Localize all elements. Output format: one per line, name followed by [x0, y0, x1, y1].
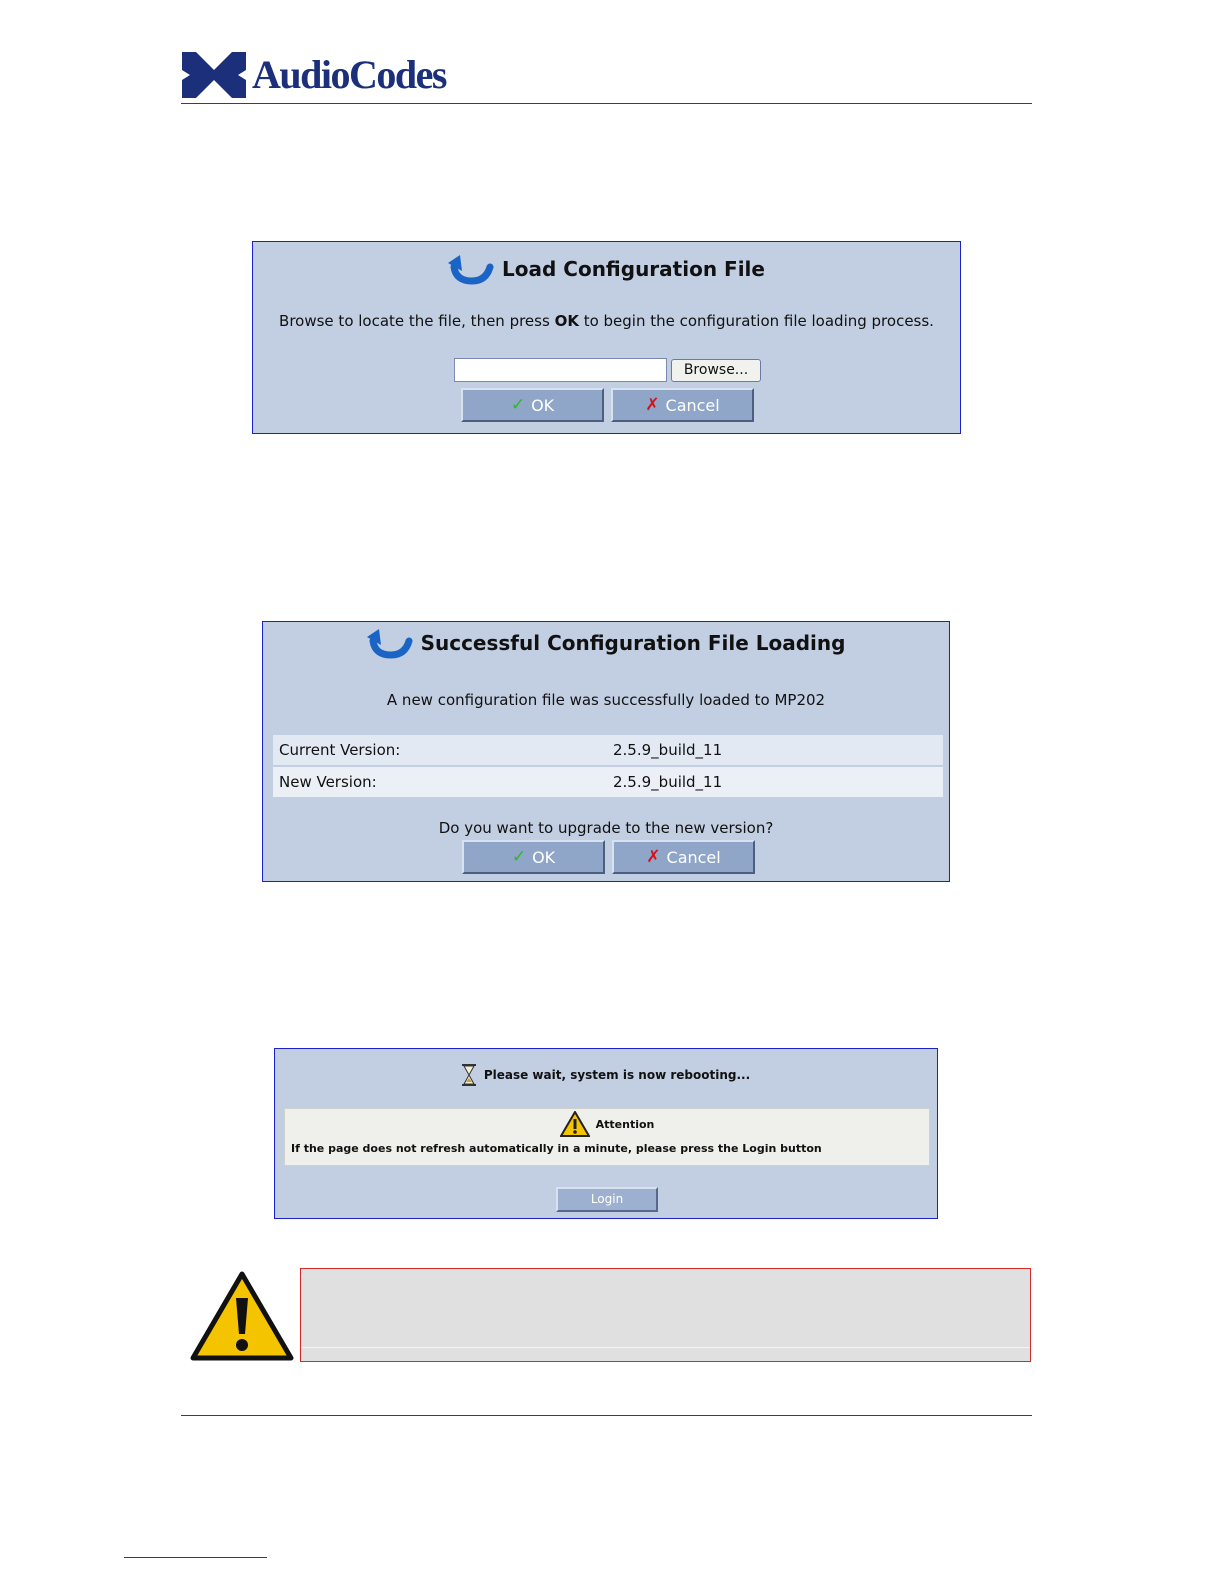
ok-button[interactable]: ✓ OK [461, 388, 604, 422]
success-message: A new configuration file was successfully loaded to MP202 [386, 691, 826, 709]
footer-rule [181, 1415, 1032, 1416]
note-box [300, 1268, 1031, 1362]
x-mark-icon: ✗ [646, 847, 661, 867]
cancel-button[interactable]: ✗ Cancel [612, 840, 755, 874]
version-table [273, 735, 943, 799]
row-label: New Version: [279, 773, 377, 791]
ok-button[interactable]: ✓ OK [462, 840, 605, 874]
dialog-title: Successful Configuration File Loading [263, 626, 949, 660]
note-divider [301, 1347, 1030, 1348]
reload-arrow-icon [367, 627, 413, 659]
checkmark-icon: ✓ [511, 847, 527, 867]
dialog-description: Browse to locate the file, then press OK to begin the configuration file loading process. [279, 312, 934, 330]
cancel-button[interactable]: ✗ Cancel [611, 388, 754, 422]
attention-message: If the page does not refresh automatically in a minute, please press the Login button [291, 1142, 822, 1155]
dialog-title: Load Configuration File [253, 252, 960, 286]
login-button[interactable]: Login [556, 1187, 658, 1212]
reboot-dialog [274, 1048, 938, 1219]
upgrade-question: Do you want to upgrade to the new version? [438, 819, 774, 837]
file-path-input[interactable] [454, 358, 667, 382]
reload-arrow-icon [448, 253, 494, 285]
hourglass-icon [462, 1064, 476, 1086]
audiocodes-logo-icon [182, 52, 246, 98]
row-label: Current Version: [279, 741, 401, 759]
brand-logo [182, 52, 446, 98]
header-rule [181, 103, 1032, 104]
row-value: 2.5.9_build_11 [613, 741, 723, 759]
load-config-dialog [252, 241, 961, 434]
reboot-status: Please wait, system is now rebooting... [275, 1064, 937, 1086]
warning-triangle-icon [189, 1270, 295, 1362]
checkmark-icon: ✓ [510, 395, 526, 415]
attention-header: Attention [285, 1111, 929, 1137]
table-row [273, 767, 943, 797]
x-mark-icon: ✗ [645, 395, 660, 415]
row-value: 2.5.9_build_11 [613, 773, 723, 791]
attention-box [284, 1108, 930, 1166]
warning-triangle-icon [560, 1111, 590, 1137]
table-row [273, 735, 943, 765]
success-dialog [262, 621, 950, 882]
brand-name: AudioCodes [252, 52, 446, 97]
browse-button[interactable]: Browse... [671, 359, 761, 382]
footnote-rule [124, 1557, 267, 1558]
